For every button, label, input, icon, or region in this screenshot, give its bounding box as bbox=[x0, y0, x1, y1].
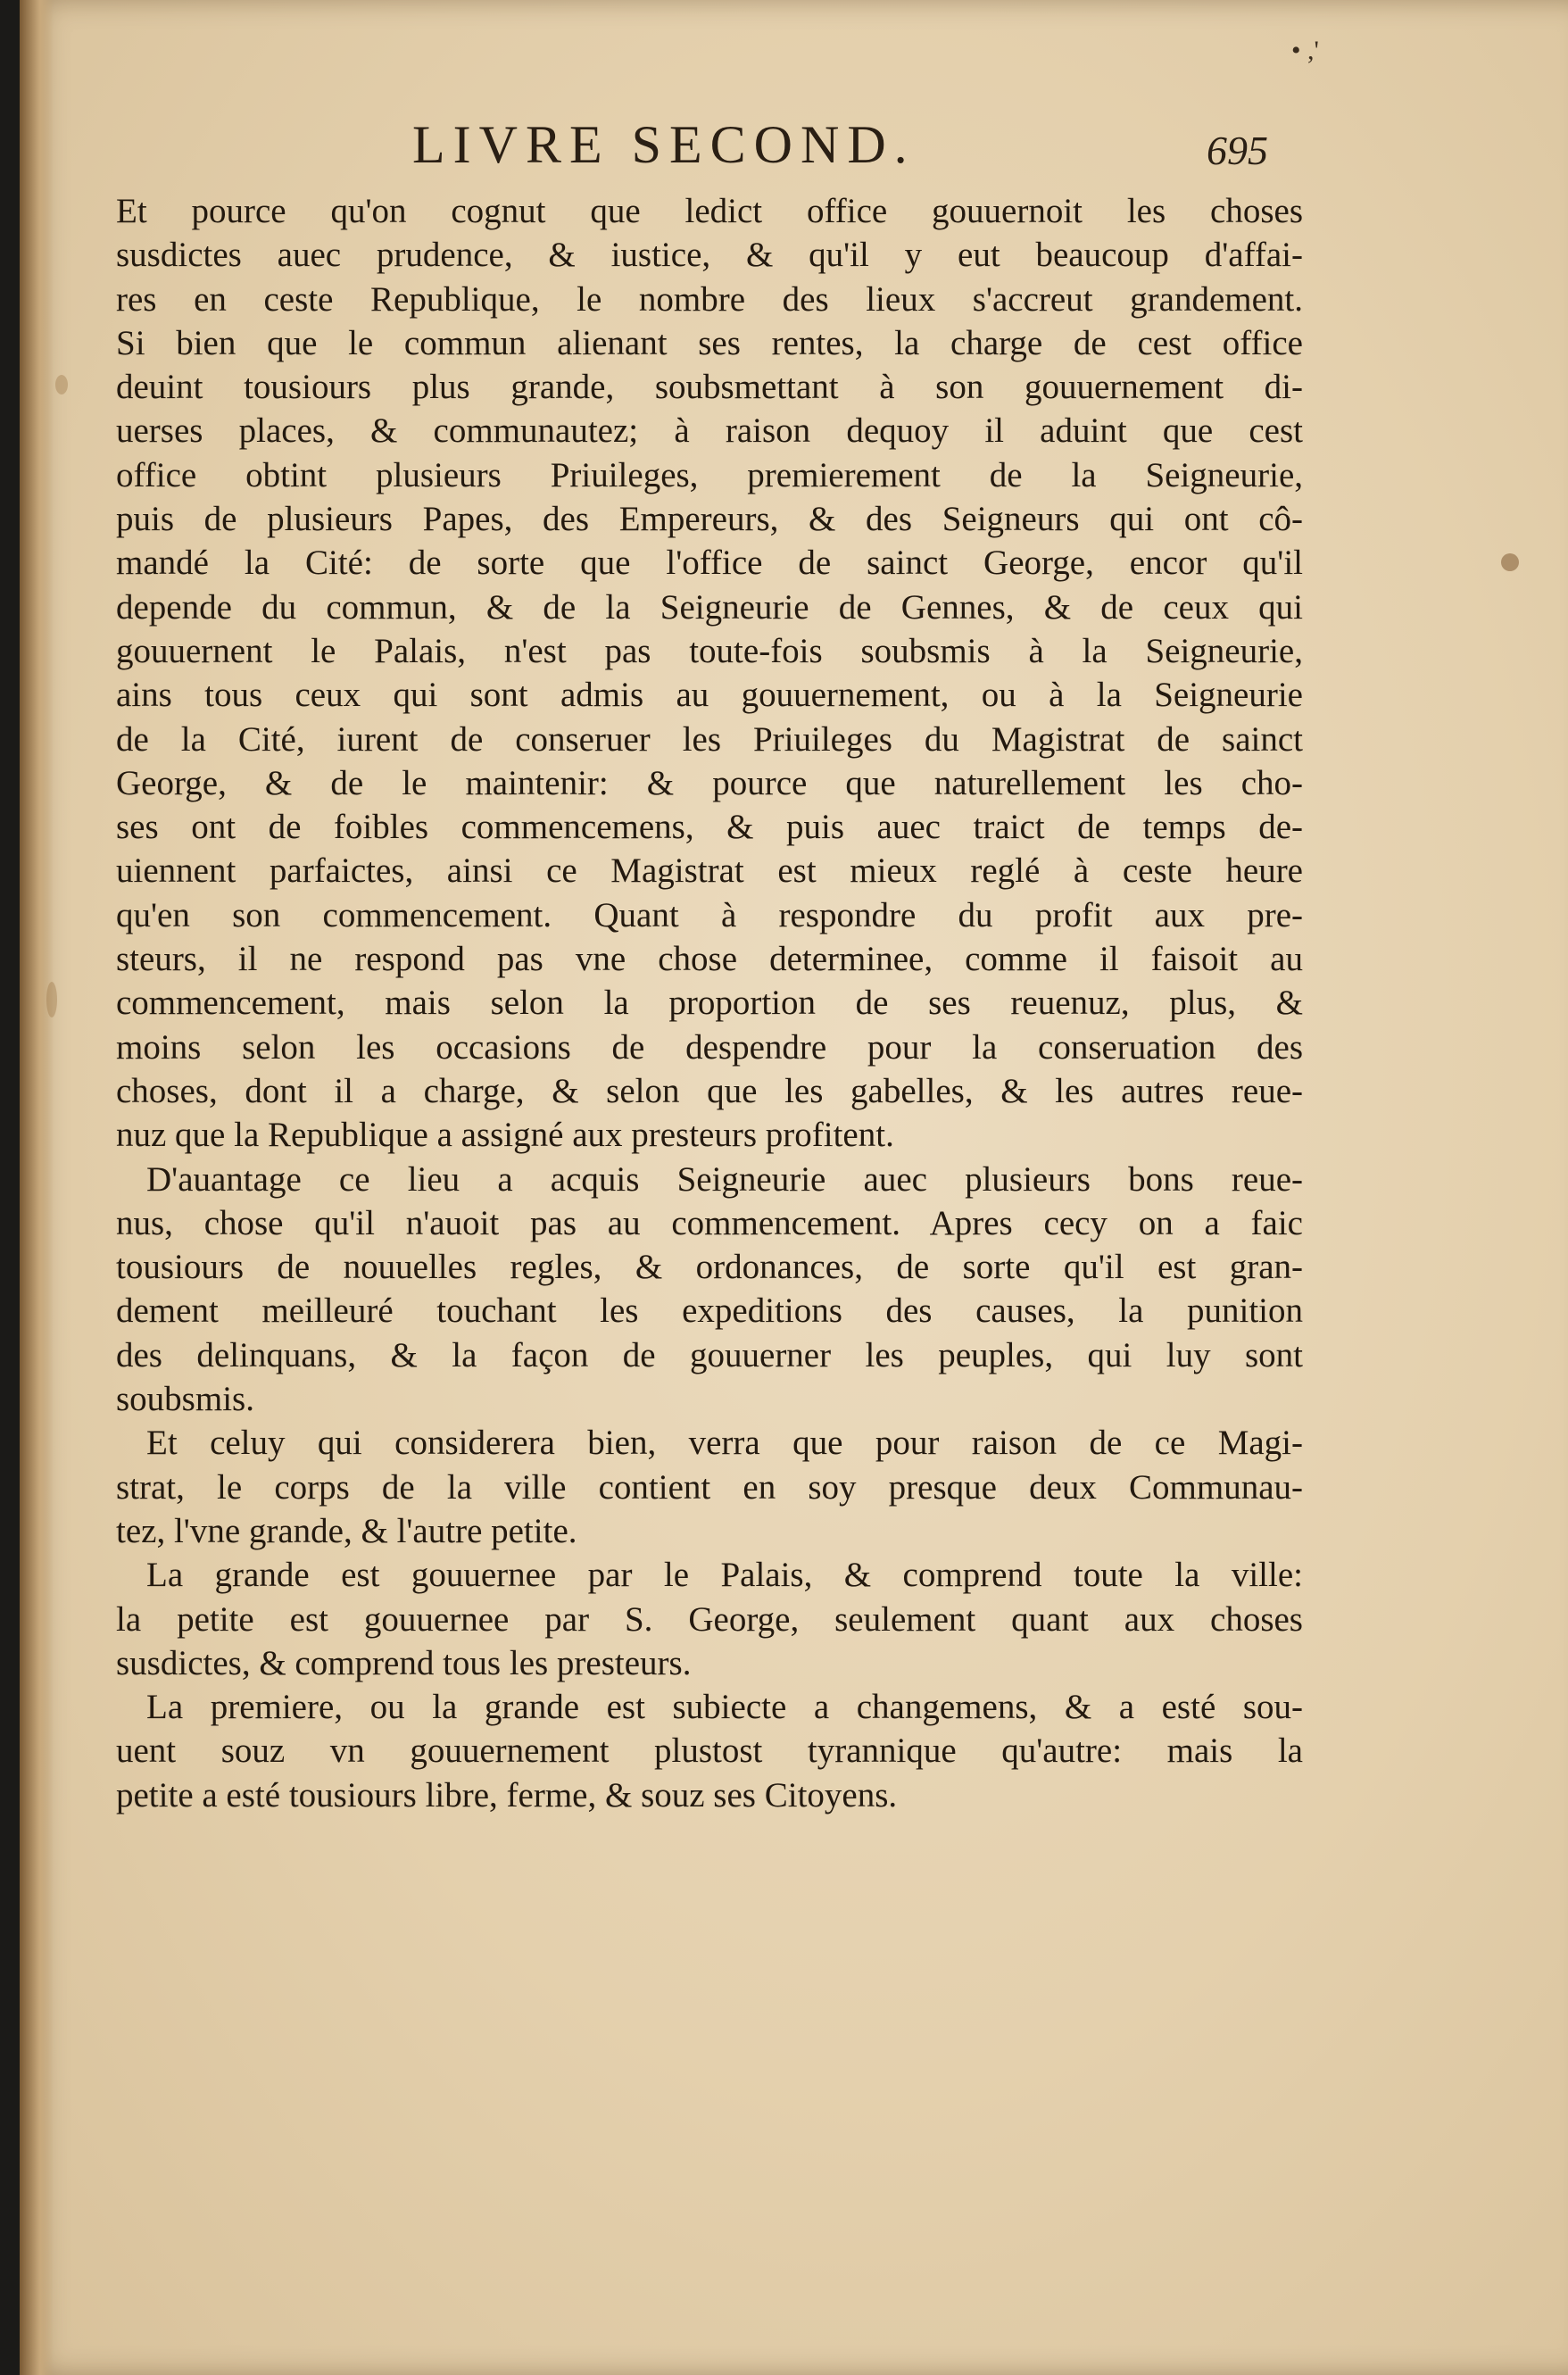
text-line: la petite est gouuernee par S. George, seulement quant aux choses bbox=[116, 1599, 1303, 1639]
text-line: nus, chose qu'il n'auoit pas au commencement. Apres cecy on a faic bbox=[116, 1203, 1303, 1242]
running-title: LIVRE SECOND. bbox=[412, 115, 916, 174]
text-line: Et pource qu'on cognut que ledict office gouuernoit les choses bbox=[116, 192, 1303, 230]
running-header bbox=[20, 114, 1568, 177]
text-line: soubsmis. bbox=[116, 1380, 254, 1419]
text-line: de la Cité, iurent de conseruer les Priuileges du Magistrat de sainct bbox=[116, 719, 1303, 759]
book-page bbox=[20, 0, 1568, 2375]
ink-stain bbox=[1501, 553, 1519, 571]
text-line: Si bien que le commun alienant ses rentes, la charge de cest office bbox=[116, 323, 1303, 362]
text-line: La grande est gouuernee par le Palais, & comprend toute la ville: bbox=[146, 1556, 1303, 1595]
text-line: moins selon les occasions de despendre pour la conseruation des bbox=[116, 1027, 1303, 1067]
text-line: commencement, mais selon la proportion de ses reuenuz, plus, & bbox=[116, 984, 1303, 1023]
text-line: uiennent parfaictes, ainsi ce Magistrat est mieux reglé à ceste heure bbox=[116, 851, 1303, 891]
text-line: uerses places, & communautez; à raison dequoy il aduint que cest bbox=[116, 411, 1303, 451]
text-line: tousiours de nouuelles regles, & ordonances, de sorte qu'il est gran- bbox=[116, 1248, 1303, 1287]
text-line: res en ceste Republique, le nombre des lieux s'accreut grandement. bbox=[116, 279, 1303, 319]
text-line: D'auantage ce lieu a acquis Seigneurie auec plusieurs bons reue- bbox=[146, 1159, 1303, 1199]
body-text bbox=[116, 189, 1303, 1817]
text-line: ains tous ceux qui sont admis au gouuernement, ou à la Seigneurie bbox=[116, 676, 1303, 715]
corner-marks: • ,' bbox=[1291, 36, 1319, 65]
text-line: dement meilleuré touchant les expeditions des causes, la punition bbox=[116, 1291, 1303, 1331]
text-line: gouuernent le Palais, n'est pas toute-fois soubsmis à la Seigneurie, bbox=[116, 631, 1303, 670]
text-line: Et celuy qui considerera bien, verra que pour raison de ce Magi- bbox=[146, 1424, 1303, 1463]
text-line: des delinquans, & la façon de gouuerner les peuples, qui luy sont bbox=[116, 1335, 1303, 1374]
text-line: George, & de le maintenir: & pource que naturellement les cho- bbox=[116, 763, 1303, 802]
text-line: tez, l'vne grande, & l'autre petite. bbox=[116, 1511, 577, 1550]
text-line: La premiere, ou la grande est subiecte a changemens, & a esté sou- bbox=[146, 1688, 1303, 1727]
text-line: puis de plusieurs Papes, des Empereurs, & des Seigneurs qui ont cô- bbox=[116, 500, 1303, 539]
text-line: nuz que la Republique a assigné aux presteurs profitent. bbox=[116, 1116, 894, 1155]
text-line: susdictes, & comprend tous les presteurs. bbox=[116, 1643, 692, 1682]
text-line: steurs, il ne respond pas vne chose determinee, comme il faisoit au bbox=[116, 940, 1303, 979]
page-spine-shadow bbox=[20, 0, 54, 2375]
text-line: depende du commun, & de la Seigneurie de Gennes, & de ceux qui bbox=[116, 587, 1303, 627]
text-line: strat, le corps de la ville contient en soy presque deux Communau- bbox=[116, 1467, 1303, 1507]
text-line: qu'en son commencement. Quant à respondre du profit aux pre- bbox=[116, 895, 1303, 934]
foxing-spot bbox=[46, 982, 57, 1017]
text-line: choses, dont il a charge, & selon que les gabelles, & les autres reue- bbox=[116, 1071, 1303, 1110]
text-line: deuint tousiours plus grande, soubsmettant à son gouuernement di- bbox=[116, 368, 1303, 407]
page-number: 695 bbox=[1207, 128, 1268, 173]
text-line: ses ont de foibles commencemens, & puis auec traict de temps de- bbox=[116, 808, 1303, 847]
text-line: susdictes auec prudence, & iustice, & qu'il y eut beaucoup d'affai- bbox=[116, 236, 1303, 275]
text-line: office obtint plusieurs Priuileges, premierement de la Seigneurie, bbox=[116, 455, 1303, 494]
foxing-spot bbox=[55, 375, 68, 394]
text-line: uent souz vn gouuernement plustost tyrannique qu'autre: mais la bbox=[116, 1731, 1303, 1771]
text-line: mandé la Cité: de sorte que l'office de sainct George, encor qu'il bbox=[116, 544, 1303, 583]
text-line: petite a esté tousiours libre, ferme, & souz ses Citoyens. bbox=[116, 1775, 898, 1814]
